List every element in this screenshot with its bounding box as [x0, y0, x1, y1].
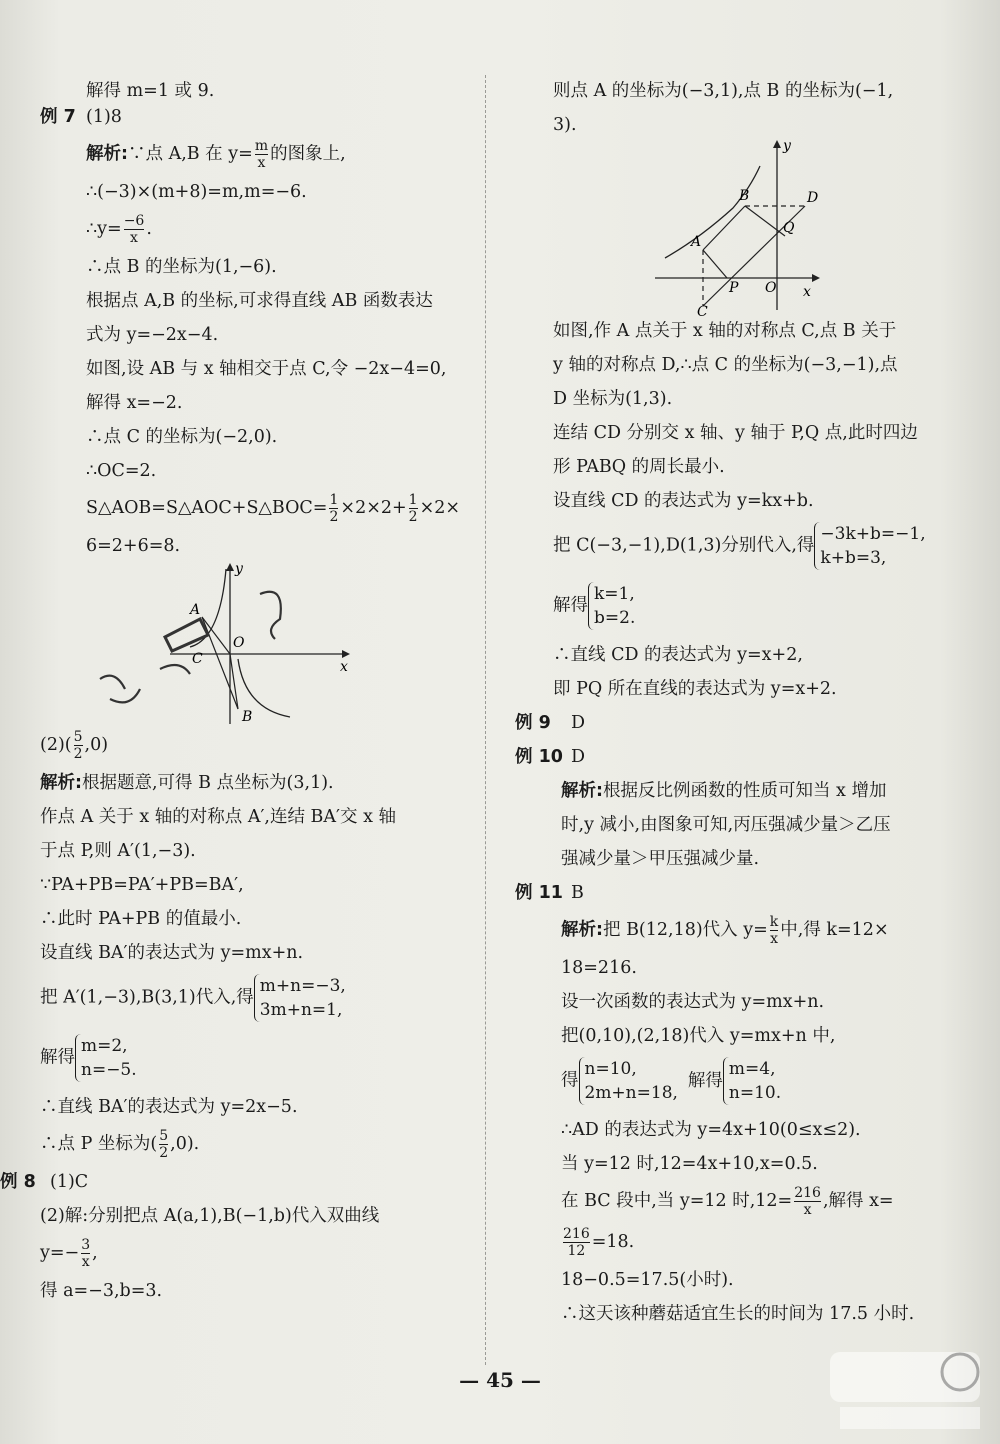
text-line: 即 PQ 所在直线的表达式为 y=x+2. [553, 679, 837, 699]
text-line: S△AOB=S△AOC+S△BOC= $\frac{1}{2}$ ×2×2+ $\frac{1}{2}$ ×2× [86, 492, 461, 525]
fraction: $\frac{1}{2}$ [408, 492, 418, 525]
text-line: ∴点 B 的坐标为(1,−6). [86, 257, 277, 277]
page-number: — 45 — [459, 1368, 541, 1392]
equation-system: n=10, 2m+n=18, [579, 1057, 678, 1105]
text-line: 解得 m=1 或 9. [86, 81, 215, 101]
text-line: ∵PA+PB=PA′+PB=BA′, [40, 875, 244, 895]
text-line: ∴OC=2. [86, 461, 157, 481]
fig2-label: P [729, 280, 739, 296]
text-line: 把 A′(1,−3),B(3,1)代入,得 m+n=−3, 3m+n=1, [40, 976, 346, 1020]
text-line: 把(0,10),(2,18)代入 y=mx+n 中, [561, 1026, 836, 1046]
text-line: 解析:根据反比例函数的性质可知当 x 增加 [561, 781, 887, 801]
fig1-label: y [235, 561, 243, 577]
fig1-label: O [233, 635, 245, 651]
fraction: $\frac{3}{x}$ [81, 1237, 91, 1270]
example-9: 例 9 D [515, 713, 586, 733]
watermark-logo [820, 1342, 990, 1437]
left-column [0, 78, 480, 1304]
text-line: 得 a=−3,b=3. [40, 1281, 163, 1301]
text-line: ∴(−3)×(m+8)=m,m=−6. [86, 182, 307, 202]
text-line: 设直线 CD 的表达式为 y=kx+b. [553, 491, 814, 511]
fraction: $\frac{216}{12}$ [563, 1226, 590, 1259]
equation-system: k=1, b=2. [588, 582, 635, 630]
fraction: $\frac{5}{2}$ [159, 1128, 169, 1161]
fraction: $\frac{216}{x}$ [794, 1185, 821, 1218]
text-line: ∴点 C 的坐标为(−2,0). [86, 427, 278, 447]
text-line: 根据点 A,B 的坐标,可求得直线 AB 函数表达 [86, 291, 433, 311]
text-line: D 坐标为(1,3). [553, 389, 673, 409]
example-11: 例 11 B [515, 883, 584, 903]
text-line: 在 BC 段中,当 y=12 时,12= $\frac{216}{x}$ ,解得 x= [561, 1185, 894, 1218]
figure-symmetric-points [515, 138, 965, 318]
text-line: 时,y 减小,由图象可知,丙压强减少量＞乙压 [561, 815, 891, 835]
text-line: 把 C(−3,−1),D(1,3)分别代入,得 −3k+b=−1, k+b=3, [553, 524, 926, 568]
text-line: $\frac{216}{12}$ =18. [563, 1226, 635, 1259]
column-divider [485, 75, 486, 1365]
fig2-label: C [697, 304, 708, 318]
text-line: 得 n=10, 2m+n=18, 解得 m=4, n=10. [561, 1059, 782, 1103]
text-line: ∴AD 的表达式为 y=4x+10(0≤x≤2). [561, 1120, 861, 1140]
text-line: 于点 P,则 A′(1,−3). [40, 841, 196, 861]
text-line: 则点 A 的坐标为(−3,1),点 B 的坐标为(−1, [553, 81, 894, 101]
text-line: 解析:把 B(12,18)代入 y= $\frac{k}{x}$ 中,得 k=12× [561, 914, 889, 947]
fig2-label: D [807, 190, 819, 206]
example-7: 例 7 (1)8 [40, 104, 480, 130]
text-line: 6=2+6=8. [86, 536, 181, 556]
text-line: 如图,设 AB 与 x 轴相交于点 C,令 −2x−4=0, [86, 359, 447, 379]
text-line: (2)解:分别把点 A(a,1),B(−1,b)代入双曲线 [40, 1206, 380, 1226]
text-line: 形 PABQ 的周长最小. [553, 457, 725, 477]
text-line: y=− $\frac{3}{x}$ , [40, 1237, 98, 1270]
right-column [515, 78, 965, 1327]
fig2-label: O [765, 280, 777, 296]
text-line: y 轴的对称点 D,∴点 C 的坐标为(−3,−1),点 [553, 355, 898, 375]
text-line: 解析:根据题意,可得 B 点坐标为(3,1). [40, 773, 334, 793]
text-line: 18=216. [561, 958, 637, 978]
fraction: $\frac{-6}{x}$ [123, 213, 145, 246]
text-line: 当 y=12 时,12=4x+10,x=0.5. [561, 1154, 818, 1174]
text-line: 强减少量＞甲压强减少量. [561, 849, 760, 869]
text-line: 式为 y=−2x−4. [86, 325, 219, 345]
example-8: 例 8 (1)C [0, 1172, 89, 1192]
fraction: $\frac{5}{2}$ [73, 729, 83, 762]
text-line: 解得 m=2, n=−5. [40, 1036, 137, 1080]
fig2-label: Q [783, 220, 795, 236]
equation-system: m=4, n=10. [723, 1057, 781, 1105]
text-line: (2)( $\frac{5}{2}$ ,0) [40, 729, 109, 762]
fig2-label: x [803, 284, 811, 300]
text-line: 设直线 BA′的表达式为 y=mx+n. [40, 943, 304, 963]
text-line: ∴y= $\frac{-6}{x}$ . [86, 213, 152, 246]
example-label: 例 7 [40, 107, 76, 127]
fig1-label: x [340, 659, 348, 675]
figure-hyperbola-triangle [40, 559, 480, 729]
equation-system: m=2, n=−5. [75, 1034, 137, 1082]
fig1-label: C [192, 651, 203, 667]
fraction: $\frac{m}{x}$ [254, 138, 269, 171]
text-line: ∴直线 CD 的表达式为 y=x+2, [553, 645, 803, 665]
text-line: 作点 A 关于 x 轴的对称点 A′,连结 BA′交 x 轴 [40, 807, 397, 827]
text-line: ∴此时 PA+PB 的值最小. [40, 909, 242, 929]
equation-system: m+n=−3, 3m+n=1, [254, 974, 346, 1022]
text-line: 解析:∵点 A,B 在 y= $\frac{m}{x}$ 的图象上, [86, 138, 346, 171]
text-line: ∴点 P 坐标为( $\frac{5}{2}$ ,0). [40, 1128, 200, 1161]
equation-system: −3k+b=−1, k+b=3, [814, 522, 925, 570]
text-line: 连结 CD 分别交 x 轴、y 轴于 P,Q 点,此时四边 [553, 423, 918, 443]
example-10: 例 10 D [515, 747, 586, 767]
text-line: 解得 k=1, b=2. [553, 584, 636, 628]
fraction: $\frac{k}{x}$ [769, 914, 779, 947]
fig1-label: A [190, 602, 201, 618]
text-line: 如图,作 A 点关于 x 轴的对称点 C,点 B 关于 [553, 321, 897, 341]
fig2-label: y [783, 138, 791, 154]
fraction: $\frac{1}{2}$ [329, 492, 339, 525]
text-line: 解得 x=−2. [86, 393, 183, 413]
text-line: 18−0.5=17.5(小时). [561, 1270, 734, 1290]
fig2-label: B [739, 188, 750, 204]
text-line: 设一次函数的表达式为 y=mx+n. [561, 992, 825, 1012]
fig2-label: A [691, 234, 702, 250]
fig1-label: B [242, 709, 253, 725]
text-line: 3). [553, 115, 577, 135]
text-line: ∴直线 BA′的表达式为 y=2x−5. [40, 1097, 298, 1117]
text-line: ∴这天该种蘑菇适宜生长的时间为 17.5 小时. [561, 1304, 915, 1324]
